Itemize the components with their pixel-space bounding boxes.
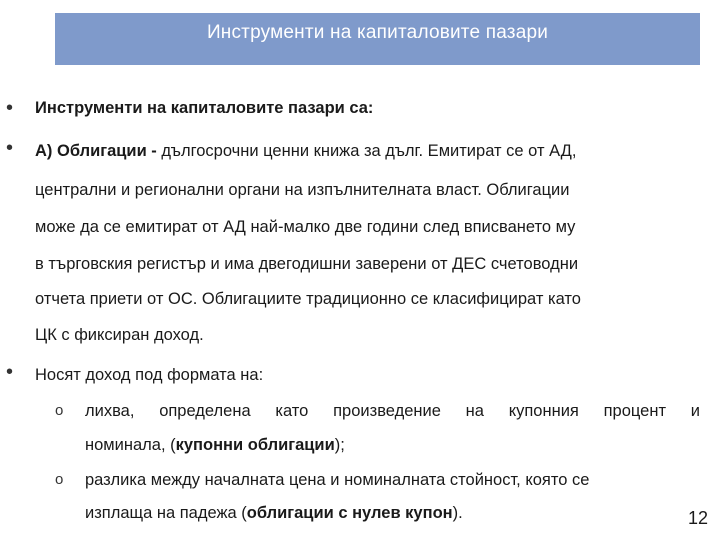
sub-item-2-line-1: разлика между началната цена и номиналната стойност, която се bbox=[85, 471, 590, 489]
zero-coupon-term: облигации с нулев купон bbox=[246, 504, 453, 522]
coupon-bonds-term: купонни облигации bbox=[175, 436, 335, 454]
sub-bullet-icon: o bbox=[55, 471, 64, 488]
sub-item-1-post: ); bbox=[334, 436, 345, 454]
bonds-line-5: отчета приети от ОС. Облигациите традиционно се класифицират като bbox=[35, 290, 581, 308]
sub-bullet-icon: o bbox=[55, 402, 64, 419]
title-bar bbox=[55, 13, 700, 65]
bullet-icon: • bbox=[6, 137, 14, 159]
sub-item-1-line-1: лихва, определена като произведение на купонния процент и bbox=[85, 402, 700, 420]
sub-item-1-line-2 bbox=[85, 436, 345, 455]
bonds-line-2: централни и регионални органи на изпълнителната власт. Облигации bbox=[35, 181, 570, 199]
slide-title: Инструменти на капиталовите пазари bbox=[206, 21, 549, 43]
bonds-line-1 bbox=[35, 142, 576, 161]
bonds-line-6: ЦК с фиксиран доход. bbox=[35, 326, 204, 344]
heading-text: Инструменти на капиталовите пазари са: bbox=[35, 99, 374, 117]
bonds-text: дългосрочни ценни книжа за дълг. Емитират се от АД, bbox=[156, 142, 577, 160]
sub-item-2-post: ). bbox=[452, 504, 463, 522]
page-number: 12 bbox=[687, 508, 708, 528]
sub-item-1-pre: номинала, ( bbox=[85, 436, 176, 454]
sub-item-2-pre: изплаща на падежа ( bbox=[85, 504, 247, 522]
bonds-line-3: може да се емитират от АД най-малко две години след вписването му bbox=[35, 218, 576, 236]
bonds-label: А) Облигации - bbox=[35, 142, 157, 160]
income-intro: Носят доход под формата на: bbox=[35, 366, 264, 384]
bullet-icon: • bbox=[6, 97, 14, 119]
sub-item-2-line-2 bbox=[85, 504, 463, 523]
bonds-line-4: в търговския регистър и има двегодишни заверени от ДЕС счетоводни bbox=[35, 255, 579, 273]
bullet-icon: • bbox=[6, 361, 14, 383]
